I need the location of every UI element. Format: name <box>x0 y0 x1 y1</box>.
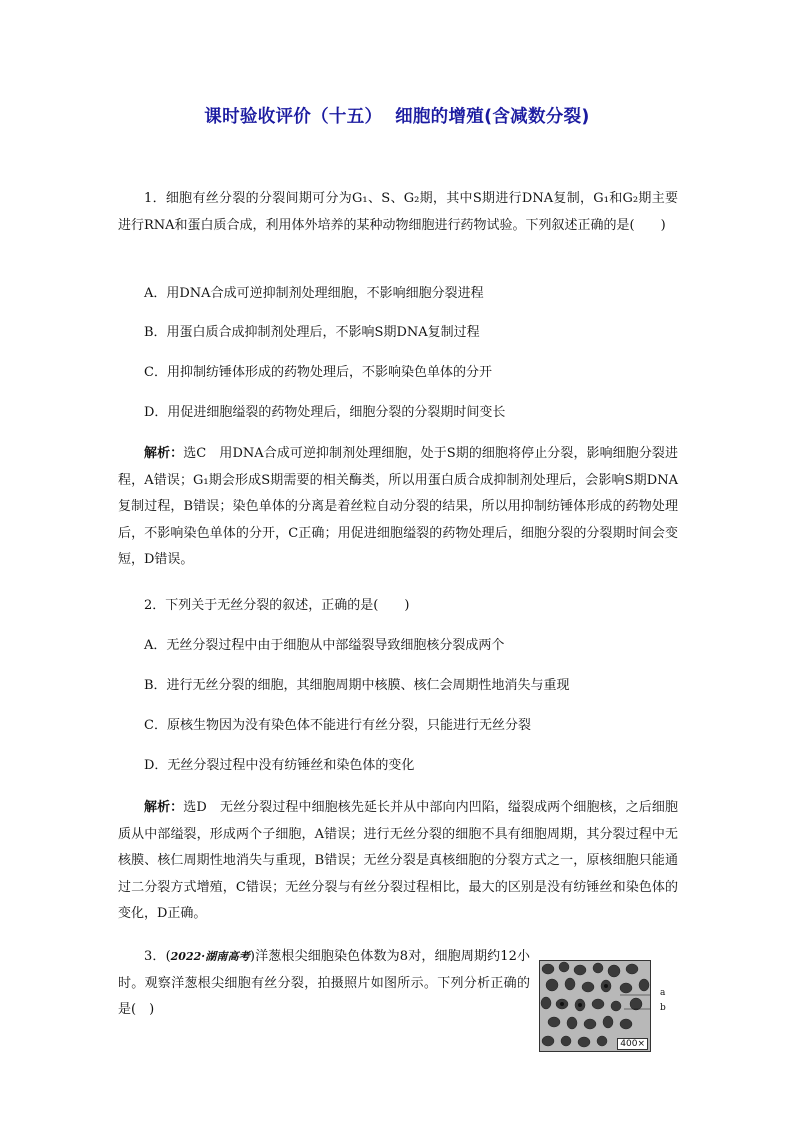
q2-analysis-label: 解析： <box>144 800 184 815</box>
q2-analysis-text: 选D 无丝分裂过程中细胞核先延长并从中部向内凹陷，缢裂成两个细胞核，之后细胞质从中部缢裂，形成两个子细胞，A错误；进行无丝分裂的细胞不具有细胞周期，其分裂过程中无核膜、核仁周期性地消失与重现，B错误；无丝分裂是真核细胞的分裂方式之一，原核细胞只能通过二分裂方式增殖，C错误；无丝分裂与有丝分裂过程相比，最大的区别是没有纺锤丝和染色体的变化，D正确。 <box>118 800 678 921</box>
q1-option-c: C．用抑制纺锤体形成的药物处理后，不影响染色单体的分开 <box>144 365 492 380</box>
q1-analysis-label: 解析： <box>144 446 184 461</box>
q1-analysis <box>118 441 678 574</box>
q1-option-b: B．用蛋白质合成抑制剂处理后，不影响S期DNA复制过程 <box>144 325 480 340</box>
figure-label-a: a <box>660 988 666 998</box>
q1-stem: 1．细胞有丝分裂的分裂间期可分为G₁、S、G₂期，其中S期进行DNA复制，G₁和G₂期主要进行RNA和蛋白质合成，利用体外培养的某种动物细胞进行药物试验。下列叙述正确的是( ) <box>118 191 678 233</box>
q2-option-d: D．无丝分裂过程中没有纺锤丝和染色体的变化 <box>144 758 415 773</box>
q3-source: 2022·湖南高考 <box>170 950 250 963</box>
q3-stem-text: )洋葱根尖细胞染色体数为8对，细胞周期约12小时。观察洋葱根尖细胞有丝分裂，拍摄照片如图所示。下列分析正确的是( ) <box>118 949 530 1017</box>
q3-number: 3．( <box>144 949 171 964</box>
q3-stem <box>118 944 530 1024</box>
q2-analysis <box>118 795 678 928</box>
figure-label-b: b <box>660 1003 666 1013</box>
micrograph-figure <box>539 960 651 1052</box>
q1-analysis-text: 选C 用DNA合成可逆抑制剂处理细胞，处于S期的细胞将停止分裂，影响细胞分裂进程，A错误；G₁期会形成S期需要的相关酶类，所以用蛋白质合成抑制剂处理后，会影响S期DNA复制过程，B错误；染色单体的分离是着丝粒自动分裂的结果，所以用抑制纺锤体形成的药物处理后，不影响染色单体的分开，C正确；用促进细胞缢裂的药物处理后，细胞分裂的分裂期时间会变短，D错误。 <box>118 446 678 567</box>
q2-option-b: B．进行无丝分裂的细胞，其细胞周期中核膜、核仁会周期性地消失与重现 <box>144 678 570 693</box>
page-title: 课时验收评价（十五） 细胞的增殖(含减数分裂) <box>204 107 590 127</box>
q1-option-a: A．用DNA合成可逆抑制剂处理细胞，不影响细胞分裂进程 <box>144 286 484 301</box>
q2-option-c: C．原核生物因为没有染色体不能进行有丝分裂，只能进行无丝分裂 <box>144 718 531 733</box>
q2-stem: 2．下列关于无丝分裂的叙述，正确的是( ) <box>144 598 410 613</box>
q1-option-d: D．用促进细胞缢裂的药物处理后，细胞分裂的分裂期时间变长 <box>144 405 506 420</box>
magnification-label: 400× <box>617 1038 648 1050</box>
q2-option-a: A．无丝分裂过程中由于细胞从中部缢裂导致细胞核分裂成两个 <box>144 638 505 653</box>
